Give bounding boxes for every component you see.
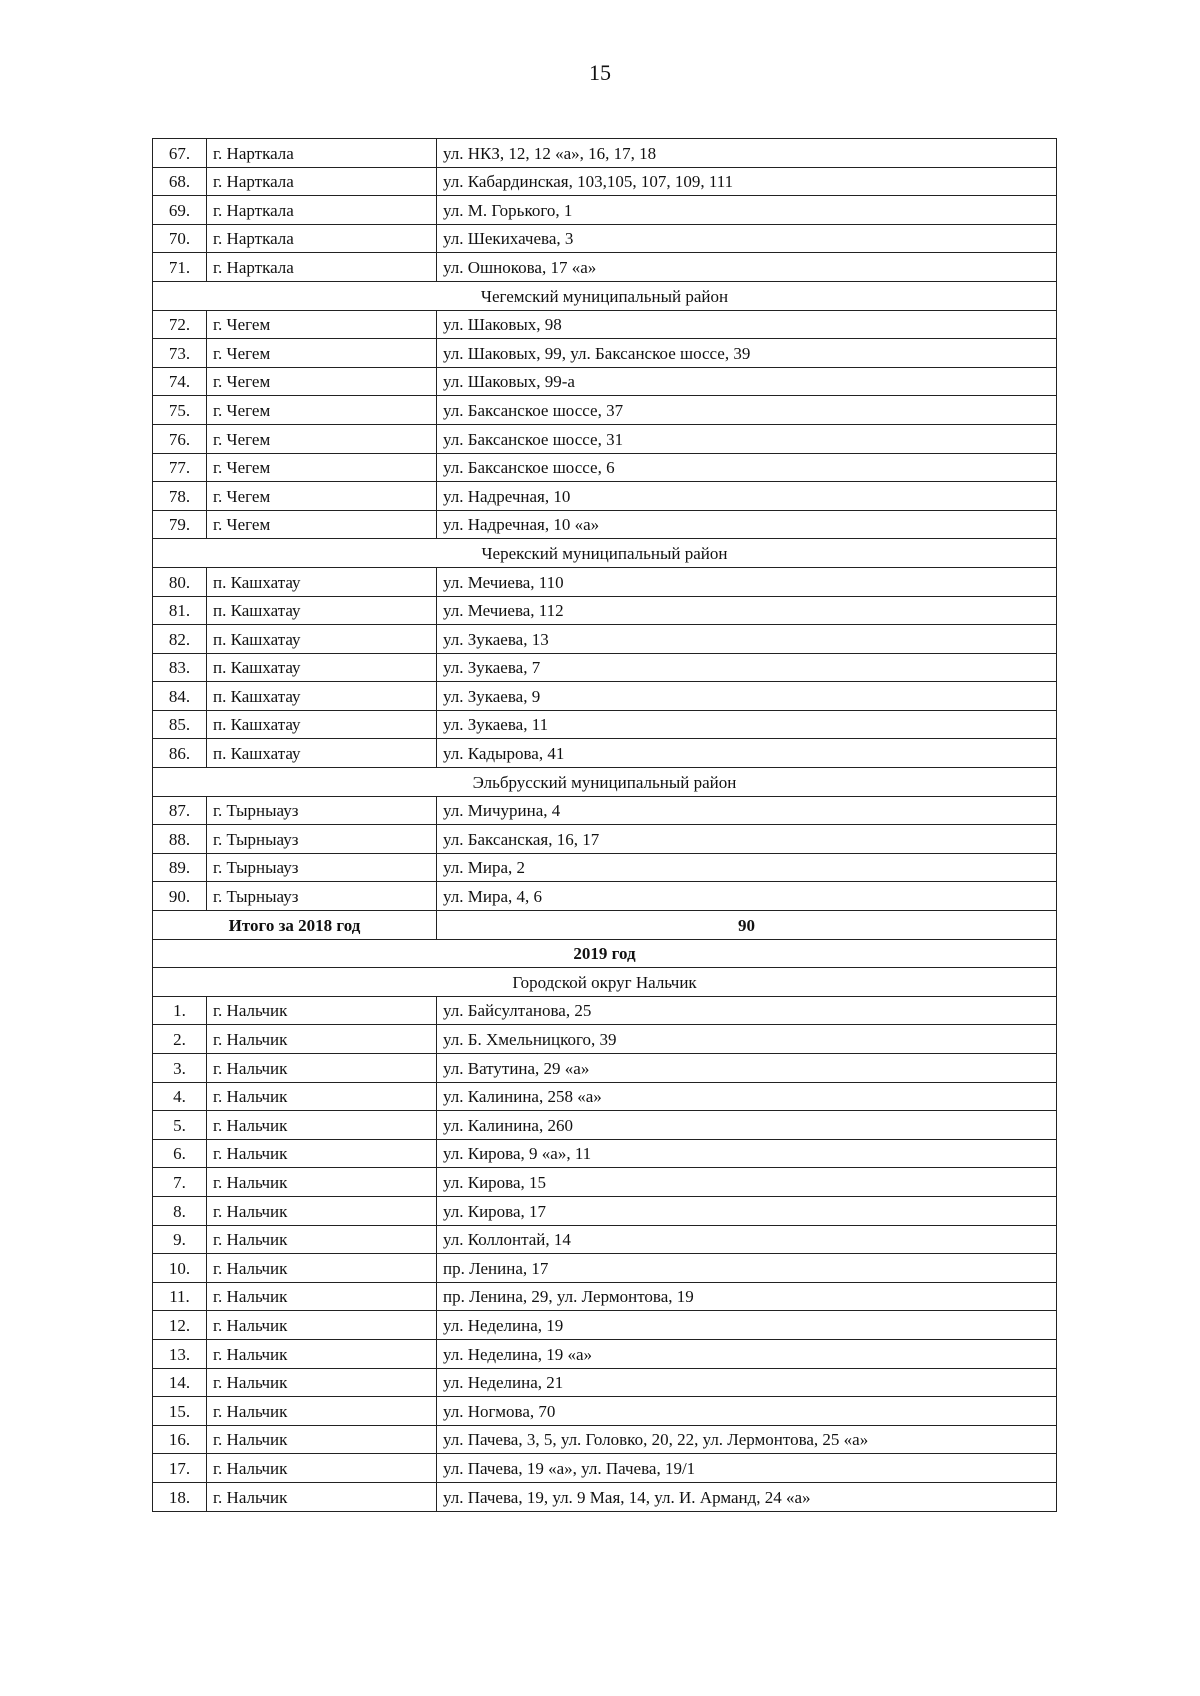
table-row [153, 339, 1057, 368]
row-number: 73. [153, 339, 207, 368]
row-address: ул. Баксанская, 16, 17 [437, 825, 1057, 854]
row-number: 87. [153, 796, 207, 825]
row-address: ул. Баксанское шоссе, 37 [437, 396, 1057, 425]
table-row [153, 1082, 1057, 1111]
row-address: ул. Кирова, 9 «а», 11 [437, 1139, 1057, 1168]
row-address: ул. Мира, 2 [437, 853, 1057, 882]
table-row [153, 310, 1057, 339]
row-locality: г. Чегем [207, 482, 437, 511]
row-address: ул. Б. Хмельницкого, 39 [437, 1025, 1057, 1054]
section-title: Эльбрусский муниципальный район [153, 768, 1057, 797]
row-locality: г. Нальчик [207, 1139, 437, 1168]
table-row [153, 1111, 1057, 1140]
row-number: 8. [153, 1196, 207, 1225]
row-number: 10. [153, 1254, 207, 1283]
row-address: ул. Зукаева, 7 [437, 653, 1057, 682]
row-address: ул. Шаковых, 99-а [437, 367, 1057, 396]
table-row [153, 1168, 1057, 1197]
row-number: 67. [153, 139, 207, 168]
row-address: ул. Пачева, 19 «а», ул. Пачева, 19/1 [437, 1454, 1057, 1483]
row-locality: п. Кашхатау [207, 625, 437, 654]
row-locality: г. Тырныауз [207, 825, 437, 854]
row-address: ул. Неделина, 19 «а» [437, 1339, 1057, 1368]
row-locality: г. Нальчик [207, 1225, 437, 1254]
row-address: ул. Мечиева, 110 [437, 567, 1057, 596]
row-address: ул. М. Горького, 1 [437, 196, 1057, 225]
row-number: 83. [153, 653, 207, 682]
row-address: ул. Калинина, 260 [437, 1111, 1057, 1140]
row-address: ул. Шекихачева, 3 [437, 224, 1057, 253]
row-number: 69. [153, 196, 207, 225]
row-number: 18. [153, 1482, 207, 1511]
row-number: 82. [153, 625, 207, 654]
table-row [153, 510, 1057, 539]
row-number: 70. [153, 224, 207, 253]
address-table-body [153, 139, 1057, 1512]
row-locality: г. Нальчик [207, 1111, 437, 1140]
row-locality: г. Чегем [207, 424, 437, 453]
table-row [153, 1254, 1057, 1283]
table-row [153, 996, 1057, 1025]
row-number: 85. [153, 710, 207, 739]
row-address: ул. Ватутина, 29 «а» [437, 1054, 1057, 1083]
row-address: пр. Ленина, 17 [437, 1254, 1057, 1283]
row-address: ул. Баксанское шоссе, 6 [437, 453, 1057, 482]
row-locality: г. Чегем [207, 339, 437, 368]
row-locality: г. Нальчик [207, 1311, 437, 1340]
table-row [153, 1025, 1057, 1054]
table-row [153, 853, 1057, 882]
table-row [153, 1339, 1057, 1368]
row-locality: п. Кашхатау [207, 567, 437, 596]
row-address: ул. Ошнокова, 17 «а» [437, 253, 1057, 282]
row-address: ул. Мечиева, 112 [437, 596, 1057, 625]
row-locality: г. Чегем [207, 367, 437, 396]
row-address: ул. Пачева, 19, ул. 9 Мая, 14, ул. И. Арманд, 24 «а» [437, 1482, 1057, 1511]
row-address: ул. Калинина, 258 «а» [437, 1082, 1057, 1111]
row-address: ул. Зукаева, 13 [437, 625, 1057, 654]
row-address: пр. Ленина, 29, ул. Лермонтова, 19 [437, 1282, 1057, 1311]
row-address: ул. Баксанское шоссе, 31 [437, 424, 1057, 453]
row-number: 2. [153, 1025, 207, 1054]
row-address: ул. Кирова, 17 [437, 1196, 1057, 1225]
row-locality: г. Нарткала [207, 253, 437, 282]
row-locality: г. Нальчик [207, 1425, 437, 1454]
year-title: 2019 год [153, 939, 1057, 968]
table-row [153, 482, 1057, 511]
table-row [153, 825, 1057, 854]
table-row [153, 1139, 1057, 1168]
row-number: 4. [153, 1082, 207, 1111]
table-row [153, 739, 1057, 768]
row-address: ул. Неделина, 21 [437, 1368, 1057, 1397]
row-address: ул. Зукаева, 11 [437, 710, 1057, 739]
row-address: ул. Кабардинская, 103,105, 107, 109, 111 [437, 167, 1057, 196]
row-number: 9. [153, 1225, 207, 1254]
total-row [153, 911, 1057, 940]
row-number: 14. [153, 1368, 207, 1397]
row-locality: г. Нальчик [207, 1454, 437, 1483]
row-address: ул. Пачева, 3, 5, ул. Головко, 20, 22, ул. Лермонтова, 25 «а» [437, 1425, 1057, 1454]
row-address: ул. Шаковых, 98 [437, 310, 1057, 339]
row-address: ул. Коллонтай, 14 [437, 1225, 1057, 1254]
row-locality: г. Нальчик [207, 1397, 437, 1426]
section-header-row [153, 768, 1057, 797]
row-number: 76. [153, 424, 207, 453]
row-locality: п. Кашхатау [207, 739, 437, 768]
row-number: 72. [153, 310, 207, 339]
table-row [153, 796, 1057, 825]
row-locality: г. Тырныауз [207, 853, 437, 882]
table-row [153, 567, 1057, 596]
row-address: ул. Неделина, 19 [437, 1311, 1057, 1340]
row-number: 84. [153, 682, 207, 711]
row-number: 71. [153, 253, 207, 282]
row-number: 3. [153, 1054, 207, 1083]
address-table [152, 138, 1057, 1512]
row-locality: г. Нальчик [207, 1368, 437, 1397]
row-address: ул. Кадырова, 41 [437, 739, 1057, 768]
row-number: 15. [153, 1397, 207, 1426]
row-address: ул. Мира, 4, 6 [437, 882, 1057, 911]
table-row [153, 1397, 1057, 1426]
section-header-row [153, 539, 1057, 568]
row-locality: п. Кашхатау [207, 596, 437, 625]
section-header-row [153, 281, 1057, 310]
row-locality: п. Кашхатау [207, 653, 437, 682]
row-address: ул. Зукаева, 9 [437, 682, 1057, 711]
row-locality: г. Нальчик [207, 1254, 437, 1283]
table-row [153, 1225, 1057, 1254]
row-number: 7. [153, 1168, 207, 1197]
total-value: 90 [437, 911, 1057, 940]
table-row [153, 224, 1057, 253]
row-number: 5. [153, 1111, 207, 1140]
row-number: 13. [153, 1339, 207, 1368]
row-number: 88. [153, 825, 207, 854]
row-address: ул. Мичурина, 4 [437, 796, 1057, 825]
row-number: 17. [153, 1454, 207, 1483]
row-number: 90. [153, 882, 207, 911]
row-number: 6. [153, 1139, 207, 1168]
row-number: 78. [153, 482, 207, 511]
row-locality: г. Нальчик [207, 1082, 437, 1111]
table-row [153, 1368, 1057, 1397]
section-title: Городской округ Нальчик [153, 968, 1057, 997]
table-row [153, 682, 1057, 711]
table-row [153, 424, 1057, 453]
section-title: Черекский муниципальный район [153, 539, 1057, 568]
row-locality: г. Нальчик [207, 1025, 437, 1054]
row-number: 86. [153, 739, 207, 768]
row-locality: г. Нальчик [207, 996, 437, 1025]
row-address: ул. Надречная, 10 [437, 482, 1057, 511]
table-row [153, 625, 1057, 654]
row-locality: г. Чегем [207, 453, 437, 482]
table-row [153, 1311, 1057, 1340]
row-locality: г. Нальчик [207, 1282, 437, 1311]
table-row [153, 653, 1057, 682]
row-locality: г. Нарткала [207, 224, 437, 253]
row-address: ул. НКЗ, 12, 12 «а», 16, 17, 18 [437, 139, 1057, 168]
row-locality: г. Нарткала [207, 139, 437, 168]
row-number: 12. [153, 1311, 207, 1340]
page-number: 15 [589, 60, 611, 85]
row-number: 75. [153, 396, 207, 425]
row-address: ул. Шаковых, 99, ул. Баксанское шоссе, 39 [437, 339, 1057, 368]
row-locality: г. Нарткала [207, 167, 437, 196]
year-header-row [153, 939, 1057, 968]
table-row [153, 139, 1057, 168]
row-address: ул. Ногмова, 70 [437, 1397, 1057, 1426]
table-row [153, 453, 1057, 482]
row-locality: г. Чегем [207, 310, 437, 339]
row-number: 81. [153, 596, 207, 625]
table-row [153, 167, 1057, 196]
row-address: ул. Байсултанова, 25 [437, 996, 1057, 1025]
row-number: 16. [153, 1425, 207, 1454]
row-number: 80. [153, 567, 207, 596]
row-locality: п. Кашхатау [207, 710, 437, 739]
row-locality: г. Нальчик [207, 1339, 437, 1368]
table-row [153, 196, 1057, 225]
section-header-row [153, 968, 1057, 997]
table-row [153, 1482, 1057, 1511]
table-row [153, 1282, 1057, 1311]
table-row [153, 1454, 1057, 1483]
row-locality: п. Кашхатау [207, 682, 437, 711]
table-row [153, 596, 1057, 625]
table-row [153, 1054, 1057, 1083]
row-number: 68. [153, 167, 207, 196]
table-row [153, 253, 1057, 282]
row-number: 89. [153, 853, 207, 882]
row-locality: г. Тырныауз [207, 796, 437, 825]
row-locality: г. Нальчик [207, 1482, 437, 1511]
row-locality: г. Чегем [207, 396, 437, 425]
table-row [153, 710, 1057, 739]
table-row [153, 396, 1057, 425]
row-locality: г. Тырныауз [207, 882, 437, 911]
row-number: 1. [153, 996, 207, 1025]
section-title: Чегемский муниципальный район [153, 281, 1057, 310]
row-locality: г. Нарткала [207, 196, 437, 225]
row-number: 77. [153, 453, 207, 482]
table-row [153, 1425, 1057, 1454]
total-label: Итого за 2018 год [153, 911, 437, 940]
row-locality: г. Нальчик [207, 1054, 437, 1083]
table-row [153, 882, 1057, 911]
row-address: ул. Кирова, 15 [437, 1168, 1057, 1197]
row-locality: г. Нальчик [207, 1196, 437, 1225]
row-locality: г. Чегем [207, 510, 437, 539]
table-row [153, 1196, 1057, 1225]
row-number: 11. [153, 1282, 207, 1311]
row-number: 79. [153, 510, 207, 539]
table-row [153, 367, 1057, 396]
row-locality: г. Нальчик [207, 1168, 437, 1197]
row-number: 74. [153, 367, 207, 396]
row-address: ул. Надречная, 10 «а» [437, 510, 1057, 539]
